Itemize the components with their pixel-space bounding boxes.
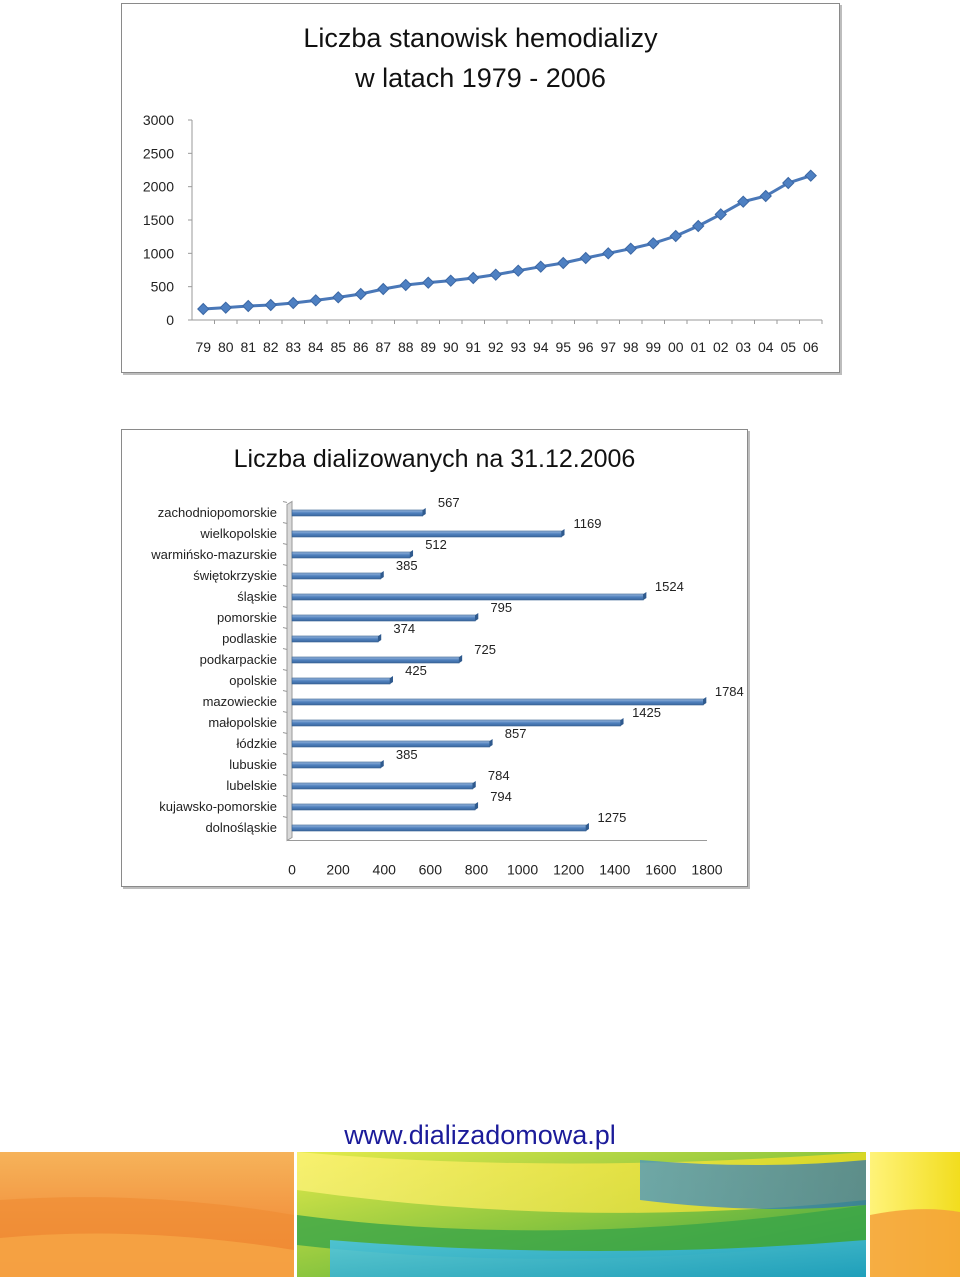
y-tick-mark	[283, 775, 287, 776]
category-label: małopolskie	[208, 715, 277, 730]
x-tick-label: 98	[622, 339, 639, 355]
bar-end-cap	[475, 613, 478, 621]
bar-chart-plot	[122, 430, 747, 886]
x-tick-label: 92	[487, 339, 504, 355]
x-tick-label: 80	[217, 339, 234, 355]
x-tick-label: 600	[418, 861, 443, 878]
x-tick-label: 82	[262, 339, 279, 355]
data-point-marker	[603, 248, 614, 259]
data-point-marker	[693, 221, 704, 232]
x-tick-label: 400	[372, 861, 396, 878]
data-point-marker	[445, 275, 456, 286]
y-tick-mark	[283, 649, 287, 650]
x-tick-label: 1200	[553, 861, 585, 878]
x-tick-label: 93	[510, 339, 527, 355]
bar	[292, 825, 586, 831]
y-tick-mark	[283, 754, 287, 755]
data-point-marker	[220, 302, 231, 313]
x-tick-label: 84	[307, 339, 324, 355]
bar-end-cap	[459, 655, 462, 663]
x-tick-label: 97	[600, 339, 617, 355]
x-tick-label: 1400	[599, 861, 631, 878]
data-label: 385	[395, 747, 418, 762]
bar-end-cap	[586, 823, 589, 831]
data-point-marker	[625, 243, 636, 254]
bar	[292, 636, 378, 642]
bar-end-cap	[473, 781, 476, 789]
bar	[292, 804, 475, 810]
x-tick-label: 04	[757, 339, 774, 355]
data-label: 794	[490, 789, 512, 804]
bar	[292, 762, 381, 768]
bar-end-cap	[381, 571, 384, 579]
x-tick-label: 87	[375, 339, 392, 355]
data-point-marker	[670, 231, 681, 242]
data-label: 385	[395, 558, 418, 573]
x-tick-label: 81	[240, 339, 257, 355]
bar-chart-title: Liczba dializowanych na 31.12.2006	[233, 445, 636, 473]
bar	[292, 720, 621, 726]
y-tick-label: 500	[150, 278, 174, 295]
y-tick-mark	[283, 712, 287, 713]
line-chart-title: Liczba stanowisk hemodializy w latach 1979 - 2006	[303, 23, 658, 93]
y-tick-mark	[283, 523, 287, 524]
bar-end-cap	[378, 634, 381, 642]
x-tick-label: 79	[195, 339, 212, 355]
bar	[292, 657, 459, 663]
bar	[292, 615, 475, 621]
y-tick-mark	[283, 628, 287, 629]
category-label: opolskie	[229, 673, 277, 688]
bar-end-cap	[410, 550, 413, 558]
bar-end-cap	[490, 739, 493, 747]
x-tick-label: 05	[780, 339, 797, 355]
bar-end-cap	[423, 508, 426, 516]
y-tick-mark	[283, 565, 287, 566]
x-tick-label: 02	[712, 339, 729, 355]
category-label: wielkopolskie	[200, 526, 277, 541]
y-tick-label: 2500	[142, 145, 174, 162]
data-point-marker	[423, 277, 434, 288]
data-label: 1524	[654, 579, 684, 594]
bar-end-cap	[562, 529, 565, 537]
x-tick-label: 00	[667, 339, 684, 355]
category-label: dolnośląskie	[205, 820, 277, 835]
data-point-marker	[648, 238, 659, 249]
data-point-marker	[400, 280, 411, 291]
data-point-marker	[265, 300, 276, 311]
x-tick-label: 83	[285, 339, 302, 355]
data-label: 374	[393, 621, 416, 636]
category-label: świętokrzyskie	[193, 568, 277, 583]
bar-end-cap	[475, 802, 478, 810]
y-tick-mark	[283, 586, 287, 587]
data-label: 425	[405, 663, 427, 678]
y-tick-mark	[283, 607, 287, 608]
bar-end-cap	[621, 718, 624, 726]
data-point-marker	[580, 253, 591, 264]
data-point-marker	[243, 301, 254, 312]
x-tick-label: 03	[735, 339, 752, 355]
data-label: 784	[487, 768, 510, 783]
category-label: lubuskie	[229, 757, 277, 772]
category-label: mazowieckie	[202, 694, 277, 709]
x-tick-label: 1000	[506, 861, 539, 878]
bar	[292, 510, 423, 516]
bar-end-cap	[381, 760, 384, 768]
x-tick-label: 06	[802, 339, 819, 355]
y-tick-label: 2000	[142, 178, 174, 195]
data-label: 857	[504, 726, 527, 741]
bar	[292, 678, 390, 684]
y-tick-label: 1500	[142, 212, 174, 228]
x-tick-label: 01	[690, 339, 707, 355]
bar	[292, 573, 381, 579]
data-point-marker	[378, 284, 389, 295]
data-point-marker	[513, 265, 524, 276]
y-tick-mark	[283, 733, 287, 734]
line-chart-plot	[122, 4, 839, 372]
line-chart-panel	[121, 3, 840, 373]
y-tick-mark	[283, 502, 287, 503]
x-tick-label: 0	[288, 861, 296, 878]
x-tick-label: 95	[555, 339, 572, 355]
category-label: łódzkie	[236, 736, 277, 751]
category-label: lubelskie	[226, 778, 277, 793]
data-point-marker	[333, 292, 344, 303]
data-point-marker	[468, 273, 479, 284]
y-tick-mark	[283, 691, 287, 692]
x-tick-label: 800	[464, 861, 489, 878]
series-line	[203, 176, 811, 309]
data-label: 1425	[632, 705, 662, 720]
category-label: kujawsko-pomorskie	[159, 799, 277, 814]
y-tick-mark	[283, 817, 287, 818]
bar-end-cap	[703, 697, 706, 705]
data-point-marker	[805, 170, 816, 181]
x-tick-label: 90	[442, 339, 459, 355]
y-tick-label: 0	[166, 312, 174, 328]
category-label: śląskie	[237, 589, 277, 604]
bar-end-cap	[643, 592, 646, 600]
data-label: 725	[474, 642, 497, 657]
data-label: 1784	[714, 684, 744, 699]
y-tick-mark	[283, 544, 287, 545]
y-tick-label: 3000	[142, 112, 174, 128]
y-tick-mark	[283, 796, 287, 797]
data-point-marker	[558, 258, 569, 269]
x-tick-label: 96	[577, 339, 594, 355]
data-point-marker	[310, 295, 321, 306]
data-label: 567	[437, 495, 460, 510]
y-tick-mark	[283, 670, 287, 671]
y-axis-wall	[287, 502, 292, 841]
data-point-marker	[490, 269, 501, 280]
bar	[292, 594, 643, 600]
x-tick-label: 200	[326, 861, 350, 878]
data-label: 1275	[597, 810, 627, 825]
data-label: 512	[425, 537, 447, 552]
data-point-marker	[355, 289, 366, 300]
x-tick-label: 99	[645, 339, 662, 355]
category-label: pomorskie	[217, 610, 277, 625]
x-tick-label: 89	[420, 339, 437, 355]
bar	[292, 783, 473, 789]
x-tick-label: 86	[352, 339, 369, 355]
data-point-marker	[535, 261, 546, 272]
website-url: www.dializadomowa.pl	[344, 1120, 616, 1150]
data-point-marker	[198, 304, 209, 315]
bar-chart-panel	[121, 429, 748, 887]
data-point-marker	[288, 298, 299, 309]
bar	[292, 741, 490, 747]
x-tick-label: 94	[532, 339, 549, 355]
category-label: warmińsko-mazurskie	[151, 547, 277, 562]
x-tick-label: 85	[330, 339, 347, 355]
category-label: podlaskie	[222, 631, 277, 646]
x-tick-label: 1600	[645, 861, 677, 878]
data-label: 795	[490, 600, 513, 615]
x-tick-label: 91	[465, 339, 482, 355]
category-label: podkarpackie	[199, 652, 277, 667]
data-label: 1169	[573, 516, 602, 531]
x-tick-label: 1800	[691, 861, 723, 878]
x-tick-label: 88	[397, 339, 414, 355]
category-label: zachodniopomorskie	[157, 505, 277, 520]
bar-end-cap	[390, 676, 393, 684]
bar	[292, 552, 410, 558]
y-tick-label: 1000	[142, 245, 174, 262]
